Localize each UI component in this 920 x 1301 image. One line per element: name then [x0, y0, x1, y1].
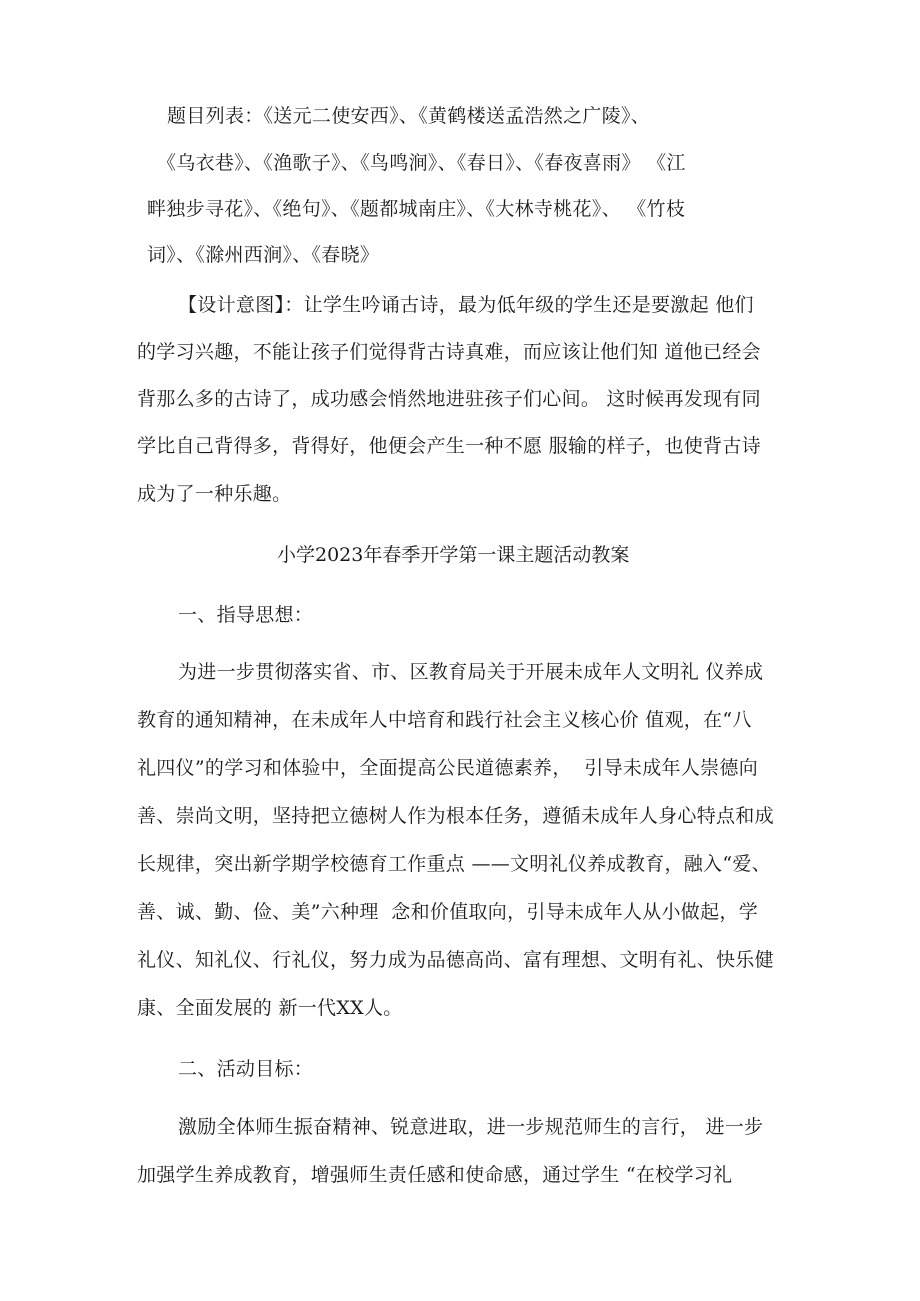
- section1-heading: 一、指导思想：: [178, 604, 314, 626]
- section1-line-3: 礼四仪”的学习和体验中，全面提高公民道德素养， 引导未成年人崇德向: [137, 757, 758, 779]
- section1-line-4: 善、崇尚文明，坚持把立德树人作为根本任务，遵循未成年人身心特点和成: [137, 805, 774, 827]
- section2-line-2: 加强学生养成教育，增强师生责任感和使命感，通过学生 “在校学习礼: [137, 1164, 733, 1186]
- section1-line-2: 教育的通知精神，在未成年人中培育和践行社会主义核心价 值观，在“八: [137, 709, 752, 731]
- design-intent-line-4: 学比自己背得多，背得好，他便会产生一种不愿 服输的样子，也使背古诗: [137, 435, 761, 457]
- section2-heading: 二、活动目标：: [178, 1058, 314, 1080]
- section1-line-8: 康、全面发展的 新一代XX人。: [137, 997, 403, 1019]
- section1-line-7: 礼仪、知礼仪、行礼仪，努力成为品德高尚、富有理想、文明有礼、快乐健: [137, 949, 774, 971]
- section1-line-1: 为进一步贯彻落实省、市、区教育局关于开展未成年人文明礼 仪养成: [178, 661, 764, 683]
- design-intent-line-5: 成为了一种乐趣。: [137, 483, 292, 505]
- design-intent-line-3: 背那么多的古诗了，成功感会悄然地进驻孩子们心间。 这时候再发现有同: [137, 388, 761, 410]
- poem-list-line-3: 畔独步寻花》、《绝句》、《题都城南庄》、《大林寺桃花》、 《竹枝: [147, 198, 686, 220]
- doc-title: 小学2023年春季开学第一课主题活动教案: [277, 544, 630, 566]
- section1-line-6: 善、诚、勤、俭、美”六种理 念和价值取向，引导未成年人从小做起，学: [137, 901, 758, 923]
- section2-line-1: 激励全体师生振奋精神、锐意进取，进一步规范师生的言行， 进一步: [178, 1116, 764, 1138]
- poem-list-line-2: 《乌衣巷》、《渔歌子》、《鸟鸣涧》、《春日》、《春夜喜雨》 《江: [157, 152, 686, 174]
- design-intent-line-2: 的学习兴趣，不能让孩子们觉得背古诗真难，而应该让他们知 道他已经会: [137, 341, 761, 363]
- poem-list-line-1: 题目列表：《送元二使安西》、《黄鹤楼送孟浩然之广陵》、: [167, 105, 651, 127]
- section1-line-5: 长规律，突出新学期学校德育工作重点 ——文明礼仪养成教育，融入“爱、: [137, 853, 771, 875]
- poem-list-line-4: 词》、《滁州西涧》、《春晓》: [147, 244, 380, 266]
- design-intent-line-1: 【设计意图】：让学生吟诵古诗，最为低年级的学生还是要激起 他们: [178, 294, 754, 316]
